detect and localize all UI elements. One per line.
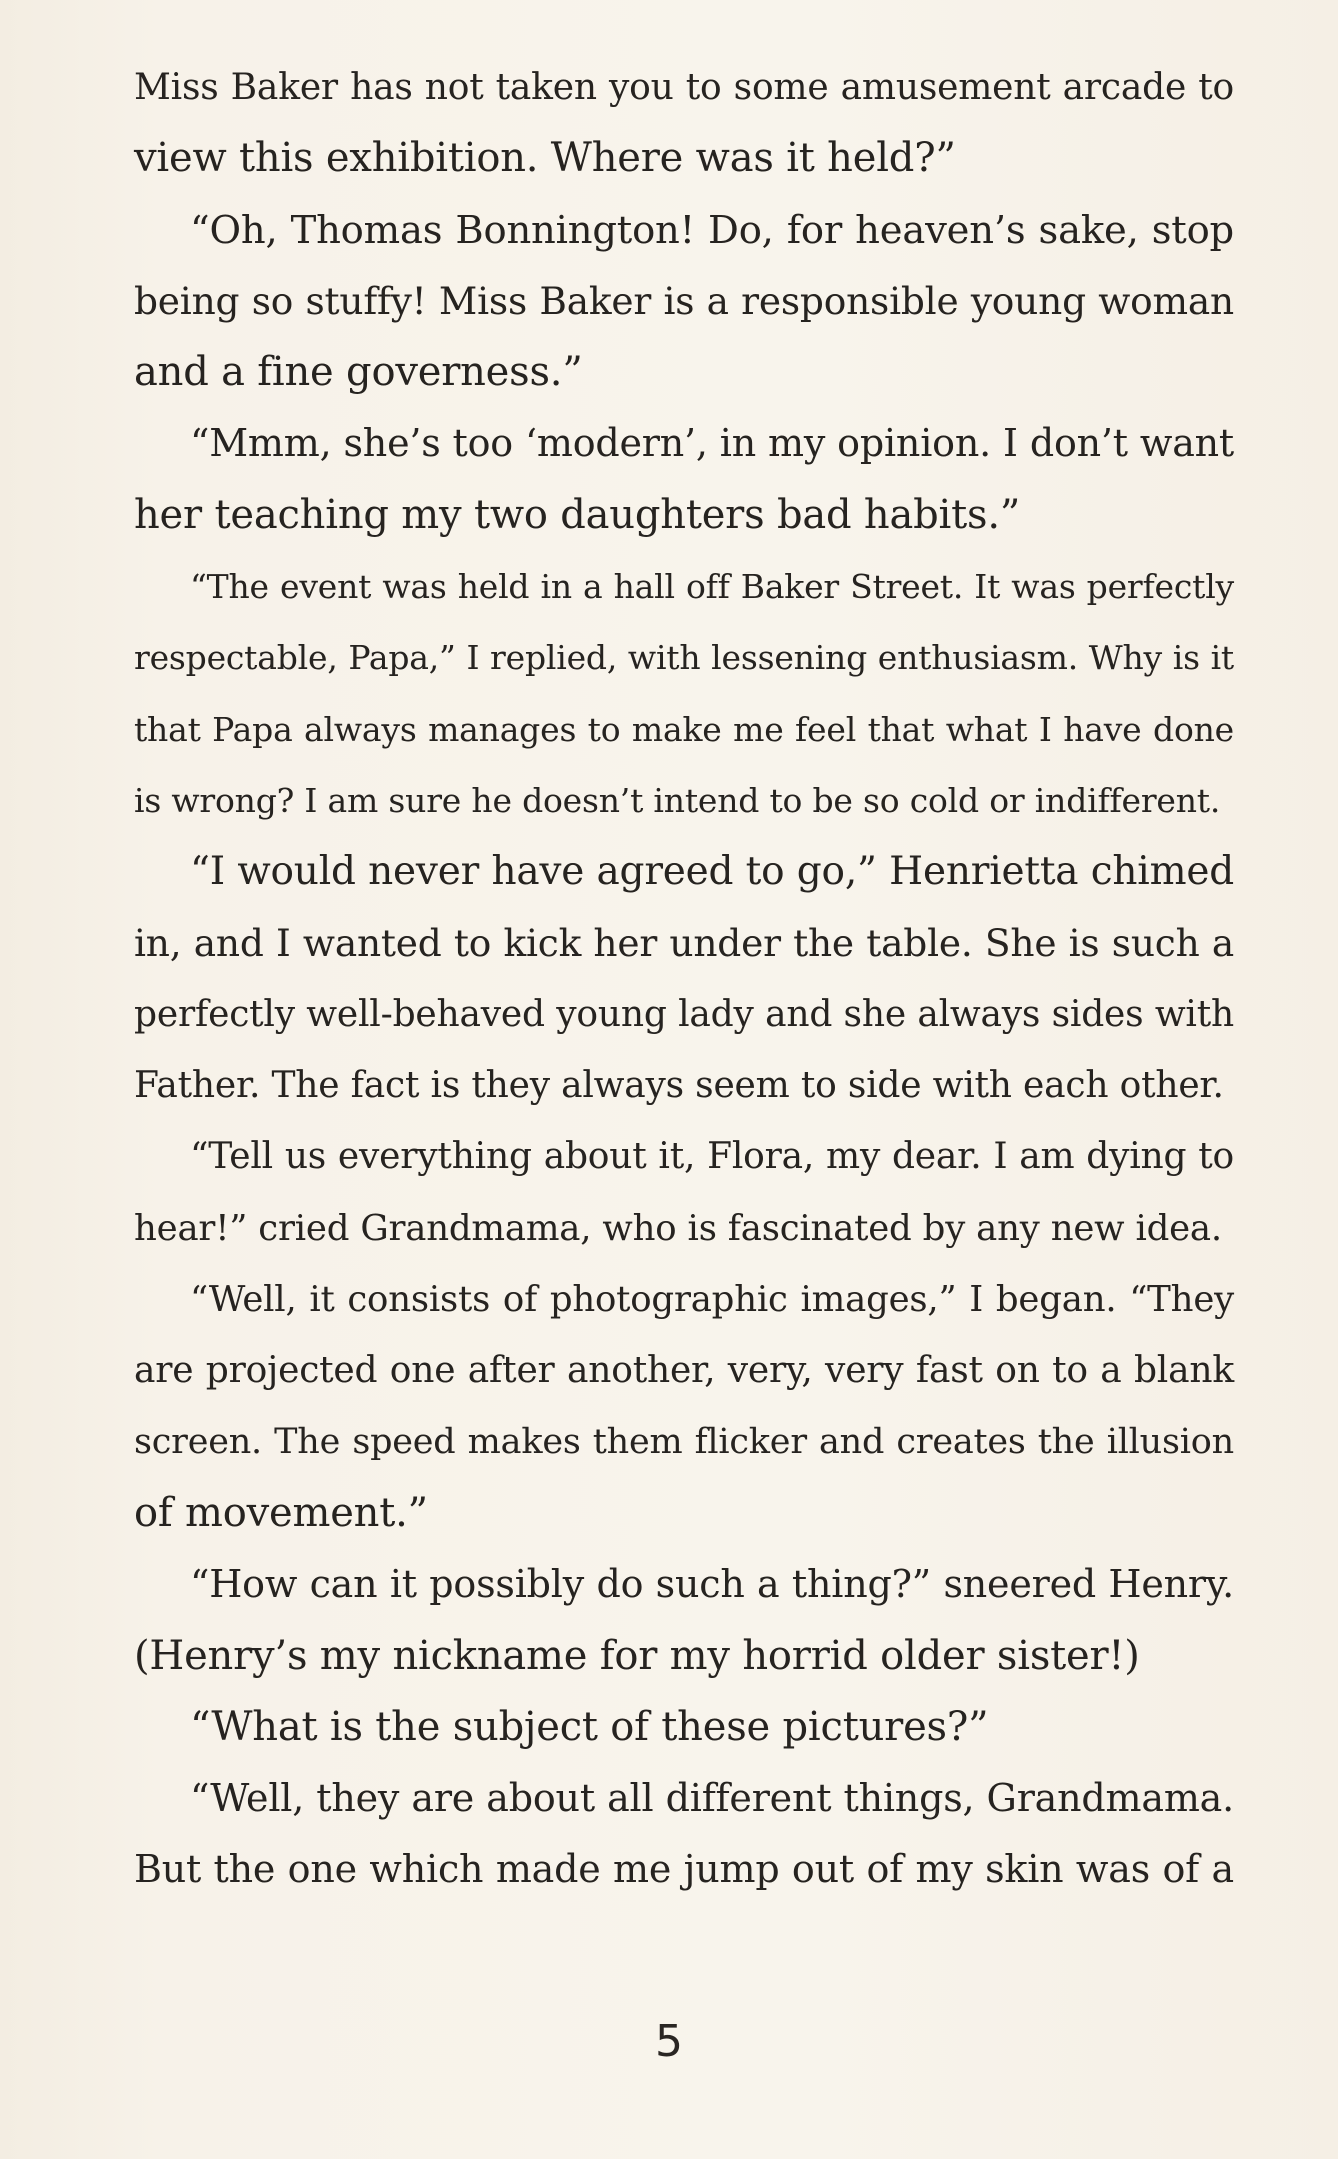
text-line: Father. The fact is they always seem to side with each other. xyxy=(134,1065,1224,1107)
text-line: and a fine governess.” xyxy=(134,349,583,396)
text-line: “The event was held in a hall off Baker Street. It was perfectly xyxy=(190,567,1234,607)
text-line: hear!” cried Grandmama, who is fascinated by any new idea. xyxy=(134,1207,1222,1249)
text-line: “What is the subject of these pictures?” xyxy=(190,1703,989,1750)
text-line: view this exhibition. Where was it held?” xyxy=(134,135,956,182)
text-line: “Well, it consists of photographic images,” I began. “They xyxy=(190,1279,1234,1321)
text-line: “Oh, Thomas Bonnington! Do, for heaven’s sake, stop xyxy=(190,207,1234,253)
text-line: Miss Baker has not taken you to some amusement arcade to xyxy=(134,67,1234,108)
text-line: “Tell us everything about it, Flora, my dear. I am dying to xyxy=(190,1136,1234,1178)
text-line: “How can it possibly do such a thing?” sneered Henry. xyxy=(190,1562,1234,1607)
text-line: her teaching my two daughters bad habits.” xyxy=(134,491,1021,538)
text-line: of movement.” xyxy=(134,1489,428,1536)
text-line: perfectly well-behaved young lady and she always sides with xyxy=(134,993,1234,1035)
text-line: But the one which made me jump out of my skin was of a xyxy=(134,1847,1234,1892)
page-number: 5 xyxy=(655,2016,683,2067)
text-line: being so stuffy! Miss Baker is a responsible young woman xyxy=(134,278,1234,323)
text-line: respectable, Papa,” I replied, with lessening enthusiasm. Why is it xyxy=(134,638,1234,678)
text-line: in, and I wanted to kick her under the table. She is such a xyxy=(134,920,1234,965)
body-text xyxy=(134,52,1234,1906)
text-line: screen. The speed makes them flicker and creates the illusion xyxy=(134,1421,1234,1462)
text-line: “I would never have agreed to go,” Henrietta chimed xyxy=(190,849,1234,895)
text-line: are projected one after another, very, very fast on to a blank xyxy=(134,1350,1234,1392)
text-line: is wrong? I am sure he doesn’t intend to be so cold or indifferent. xyxy=(134,780,1221,820)
text-line: “Well, they are about all different things, Grandmama. xyxy=(190,1776,1234,1821)
text-line: (Henry’s my nickname for my horrid older sister!) xyxy=(134,1632,1140,1679)
text-line: “Mmm, she’s too ‘modern’, in my opinion. I don’t want xyxy=(190,421,1234,466)
text-line: that Papa always manages to make me feel that what I have done xyxy=(134,709,1234,749)
